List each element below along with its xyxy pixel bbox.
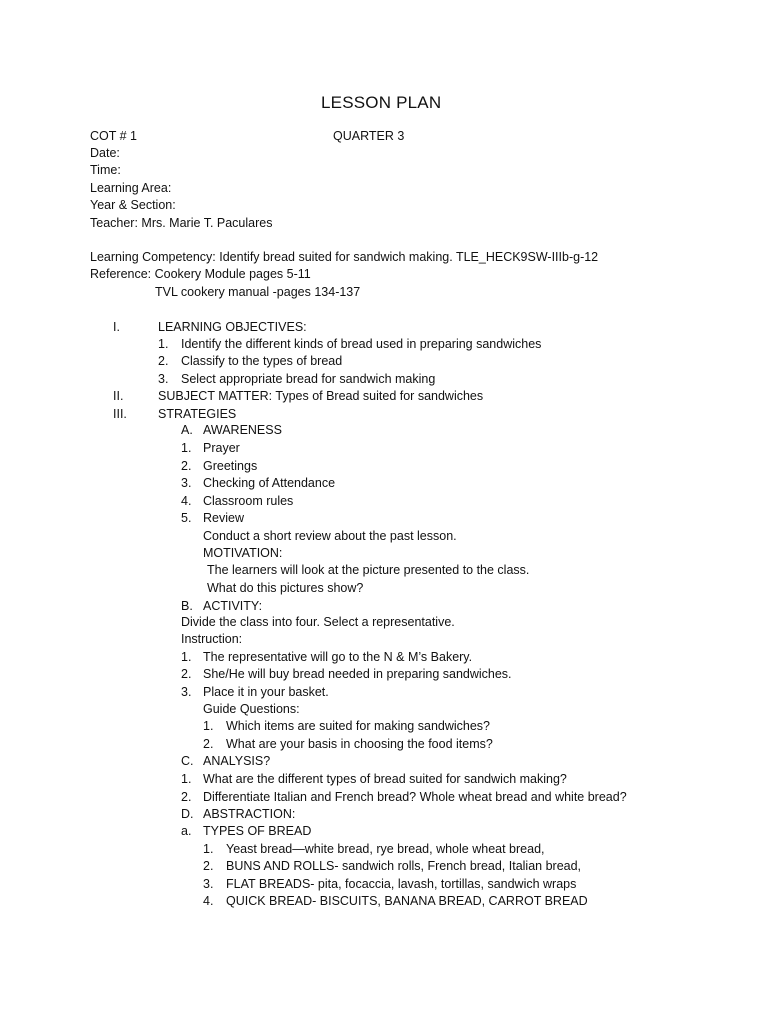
bread-type-text: FLAT BREADS- pita, focaccia, lavash, tortillas, sandwich wraps xyxy=(226,877,577,891)
learning-area-field: Learning Area: xyxy=(90,181,172,195)
section-i-label: LEARNING OBJECTIVES: xyxy=(158,320,307,334)
guide-question-number: 2. xyxy=(203,737,214,751)
bread-type-number: 2. xyxy=(203,859,214,873)
time-field: Time: xyxy=(90,163,121,177)
reference: Reference: Cookery Module pages 5-11 xyxy=(90,267,311,281)
motivation-text: The learners will look at the picture presented to the class. xyxy=(207,563,530,577)
quarter-label: QUARTER 3 xyxy=(333,129,405,143)
date-field: Date: xyxy=(90,146,120,160)
objective-number: 3. xyxy=(158,372,169,386)
awareness-label: AWARENESS xyxy=(203,423,282,437)
activity-letter: B. xyxy=(181,599,193,613)
types-of-bread-label: TYPES OF BREAD xyxy=(203,824,312,838)
instruction-number: 3. xyxy=(181,685,192,699)
objective-number: 1. xyxy=(158,337,169,351)
awareness-letter: A. xyxy=(181,423,193,437)
instruction-text: She/He will buy bread needed in preparing sandwiches. xyxy=(203,667,512,681)
cot-number: COT # 1 xyxy=(90,129,138,143)
analysis-question: Differentiate Italian and French bread? Whole wheat bread and white bread? xyxy=(203,790,627,804)
awareness-item-number: 5. xyxy=(181,511,192,525)
reference-manual: TVL cookery manual -pages 134-137 xyxy=(155,285,361,299)
guide-question-text: Which items are suited for making sandwiches? xyxy=(226,719,491,733)
guide-question-number: 1. xyxy=(203,719,214,733)
motivation-label: MOTIVATION: xyxy=(203,546,283,560)
objective-text: Identify the different kinds of bread used in preparing sandwiches xyxy=(181,337,542,351)
objective-text: Classify to the types of bread xyxy=(181,354,343,368)
awareness-item-number: 2. xyxy=(181,459,192,473)
bread-type-number: 1. xyxy=(203,842,214,856)
page-title: LESSON PLAN xyxy=(321,93,442,112)
activity-label: ACTIVITY: xyxy=(203,599,263,613)
bread-type-number: 3. xyxy=(203,877,214,891)
awareness-item-number: 3. xyxy=(181,476,192,490)
bread-type-text: QUICK BREAD- BISCUITS, BANANA BREAD, CARROT BREAD xyxy=(226,894,588,908)
section-iii-label: STRATEGIES xyxy=(158,407,237,421)
abstraction-letter: D. xyxy=(181,807,194,821)
learning-competency: Learning Competency: Identify bread suited for sandwich making. TLE_HECK9SW-IIIb-g-12 xyxy=(90,250,599,264)
section-iii-number: III. xyxy=(113,407,127,421)
instruction-text: Place it in your basket. xyxy=(203,685,329,699)
instruction-label: Instruction: xyxy=(181,632,243,646)
bread-type-text: Yeast bread—white bread, rye bread, whole wheat bread, xyxy=(226,842,545,856)
activity-text: Divide the class into four. Select a representative. xyxy=(181,615,455,629)
objective-text: Select appropriate bread for sandwich making xyxy=(181,372,436,386)
awareness-item-number: 1. xyxy=(181,441,192,455)
instruction-number: 2. xyxy=(181,667,192,681)
bread-type-text: BUNS AND ROLLS- sandwich rolls, French bread, Italian bread, xyxy=(226,859,582,873)
awareness-item-text: Review xyxy=(203,511,244,525)
awareness-item-text: Classroom rules xyxy=(203,494,294,508)
awareness-item-text: Checking of Attendance xyxy=(203,476,336,490)
year-section-field: Year & Section: xyxy=(90,198,176,212)
instruction-number: 1. xyxy=(181,650,192,664)
abstraction-label: ABSTRACTION: xyxy=(203,807,296,821)
analysis-number: 2. xyxy=(181,790,192,804)
guide-questions-label: Guide Questions: xyxy=(203,702,300,716)
section-ii-label: SUBJECT MATTER: Types of Bread suited for sandwiches xyxy=(158,389,484,403)
analysis-question: What are the different types of bread suited for sandwich making? xyxy=(203,772,567,786)
review-text: Conduct a short review about the past lesson. xyxy=(203,529,457,543)
analysis-letter: C. xyxy=(181,754,194,768)
objective-number: 2. xyxy=(158,354,169,368)
awareness-item-text: Prayer xyxy=(203,441,240,455)
instruction-text: The representative will go to the N & M’s Bakery. xyxy=(203,650,473,664)
motivation-question: What do this pictures show? xyxy=(207,581,364,595)
analysis-number: 1. xyxy=(181,772,192,786)
section-i-number: I. xyxy=(113,320,120,334)
awareness-item-number: 4. xyxy=(181,494,192,508)
guide-question-text: What are your basis in choosing the food items? xyxy=(226,737,493,751)
teacher-field: Teacher: Mrs. Marie T. Paculares xyxy=(90,216,273,230)
awareness-item-text: Greetings xyxy=(203,459,258,473)
section-ii-number: II. xyxy=(113,389,124,403)
types-of-bread-letter: a. xyxy=(181,824,192,838)
analysis-label: ANALYSIS? xyxy=(203,754,271,768)
bread-type-number: 4. xyxy=(203,894,214,908)
